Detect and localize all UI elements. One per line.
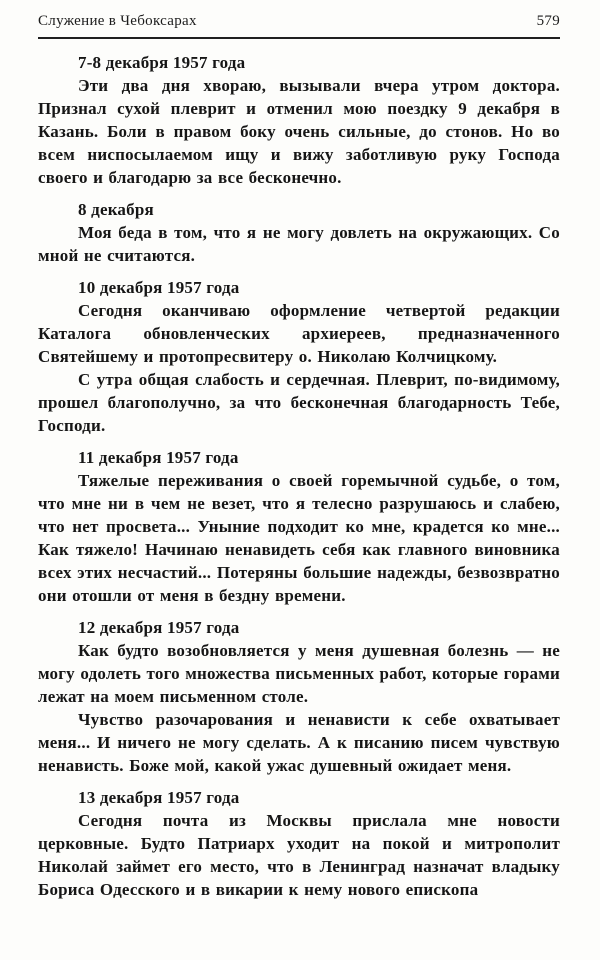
entry-date-heading: 7-8 декабря 1957 года <box>78 53 246 72</box>
page-number: 579 <box>536 13 560 29</box>
entry-paragraph: Эти два дня хвораю, вызывали вчера утром доктора. Признал сухой плеврит и отменил мою поездку 9 декабря в Казань. Боли в правом боку очень сильные, до стонов. Но во всем ниспосылаемом ищу и вижу заботливую руку Господа своего и благодарю за все бесконечно. <box>38 76 560 187</box>
entry-date-heading: 12 декабря 1957 года <box>78 618 240 637</box>
running-title: Служение в Чебоксарах <box>38 13 197 29</box>
entry-paragraph: Тяжелые переживания о своей горемычной судьбе, о том, что мне ни в чем не везет, что я телесно разрушаюсь и слабею, что нет просвета... Уныние подходит ко мне, крадется ко мне... Как тяжело! Начинаю ненавидеть себя как главного виновника всех этих несчастий... Потеряны большие надежды, безвозвратно они отошли от меня в бездну времени. <box>38 471 560 605</box>
entry-paragraph: Как будто возобновляется у меня душевная болезнь — не могу одолеть того множества письменных работ, которые горами лежат на моем письменном столе. <box>38 641 560 706</box>
entry-paragraph: Сегодня оканчиваю оформление четвертой редакции Каталога обновленческих архиереев, предназначенного Святейшему и протопресвитеру о. Николаю Колчицкому. <box>38 301 560 366</box>
entry-date-heading: 10 декабря 1957 года <box>78 278 240 297</box>
entry-date-heading: 11 декабря 1957 года <box>78 448 239 467</box>
entry-date-heading: 13 декабря 1957 года <box>78 788 240 807</box>
entry-paragraph: Чувство разочарования и ненависти к себе охватывает меня... И ничего не могу сделать. А к писанию писем чувствую ненависть. Боже мой, какой ужас душевный ожидает меня. <box>38 710 560 775</box>
entry-paragraph: Сегодня почта из Москвы прислала мне новости церковные. Будто Патриарх уходит на покой и митрополит Николай займет его место, что в Ленинград назначат владыку Бориса Одесского и в викарии к нему нового епископа <box>38 811 560 899</box>
entry-paragraph: Моя беда в том, что я не могу довлеть на окружающих. Со мной не считаются. <box>38 223 560 265</box>
entry-date-heading: 8 декабря <box>78 200 154 219</box>
running-header <box>38 13 560 39</box>
diary-entries <box>38 39 560 901</box>
entry-paragraph: С утра общая слабость и сердечная. Плеврит, по-видимому, прошел благополучно, за что бесконечная благодарность Тебе, Господи. <box>38 370 560 435</box>
